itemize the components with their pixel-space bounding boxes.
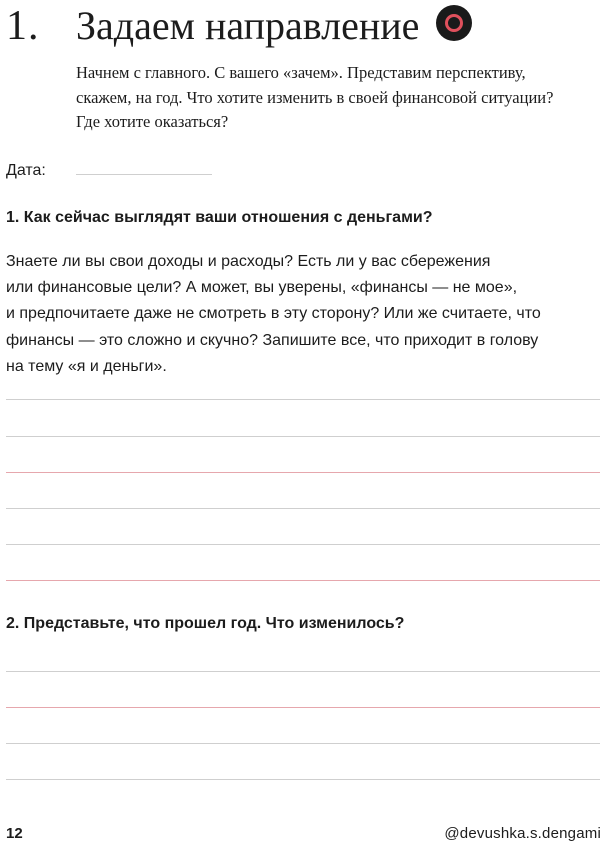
answer-line[interactable] [6,743,600,744]
answer-line[interactable] [6,580,600,581]
chapter-number: 1. [6,3,40,49]
question-2-heading: 2. Представьте, что прошел год. Что изменилось? [6,615,405,632]
answer-line[interactable] [6,508,600,509]
answer-line[interactable] [6,779,600,780]
intro-line: Где хотите оказаться? [76,112,229,131]
circle-ring-icon [436,5,472,41]
page-number: 12 [6,825,23,842]
answer-line[interactable] [6,671,600,672]
answer-line[interactable] [6,544,600,545]
date-label: Дата: [6,162,46,179]
description-line: Знаете ли вы свои доходы и расходы? Есть ли у вас сбережения [6,253,491,270]
footer-handle: @devushka.s.dengami [444,825,601,842]
date-write-line[interactable] [76,174,212,175]
description-line: финансы — это сложно и скучно? Запишите все, что приходит в голову [6,331,539,349]
question-1-description [6,249,606,380]
intro-line: Начнем с главного. С вашего «зачем». Представим перспективу, [76,63,526,82]
answer-line[interactable] [6,436,600,437]
question-1-heading: 1. Как сейчас выглядят ваши отношения с деньгами? [6,209,433,226]
answer-line[interactable] [6,472,600,473]
description-line: на тему «я и деньги». [6,357,167,375]
description-line: или финансовые цели? А может, вы уверены, «финансы — не мое», [6,279,518,297]
intro-line: скажем, на год. Что хотите изменить в своей финансовой ситуации? [76,87,554,107]
answer-line[interactable] [6,399,600,400]
intro-paragraph [76,61,606,135]
answer-line[interactable] [6,707,600,708]
chapter-title: Задаем направление [76,3,420,48]
description-line: и предпочитаете даже не смотреть в эту сторону? Или же считаете, что [6,305,541,323]
